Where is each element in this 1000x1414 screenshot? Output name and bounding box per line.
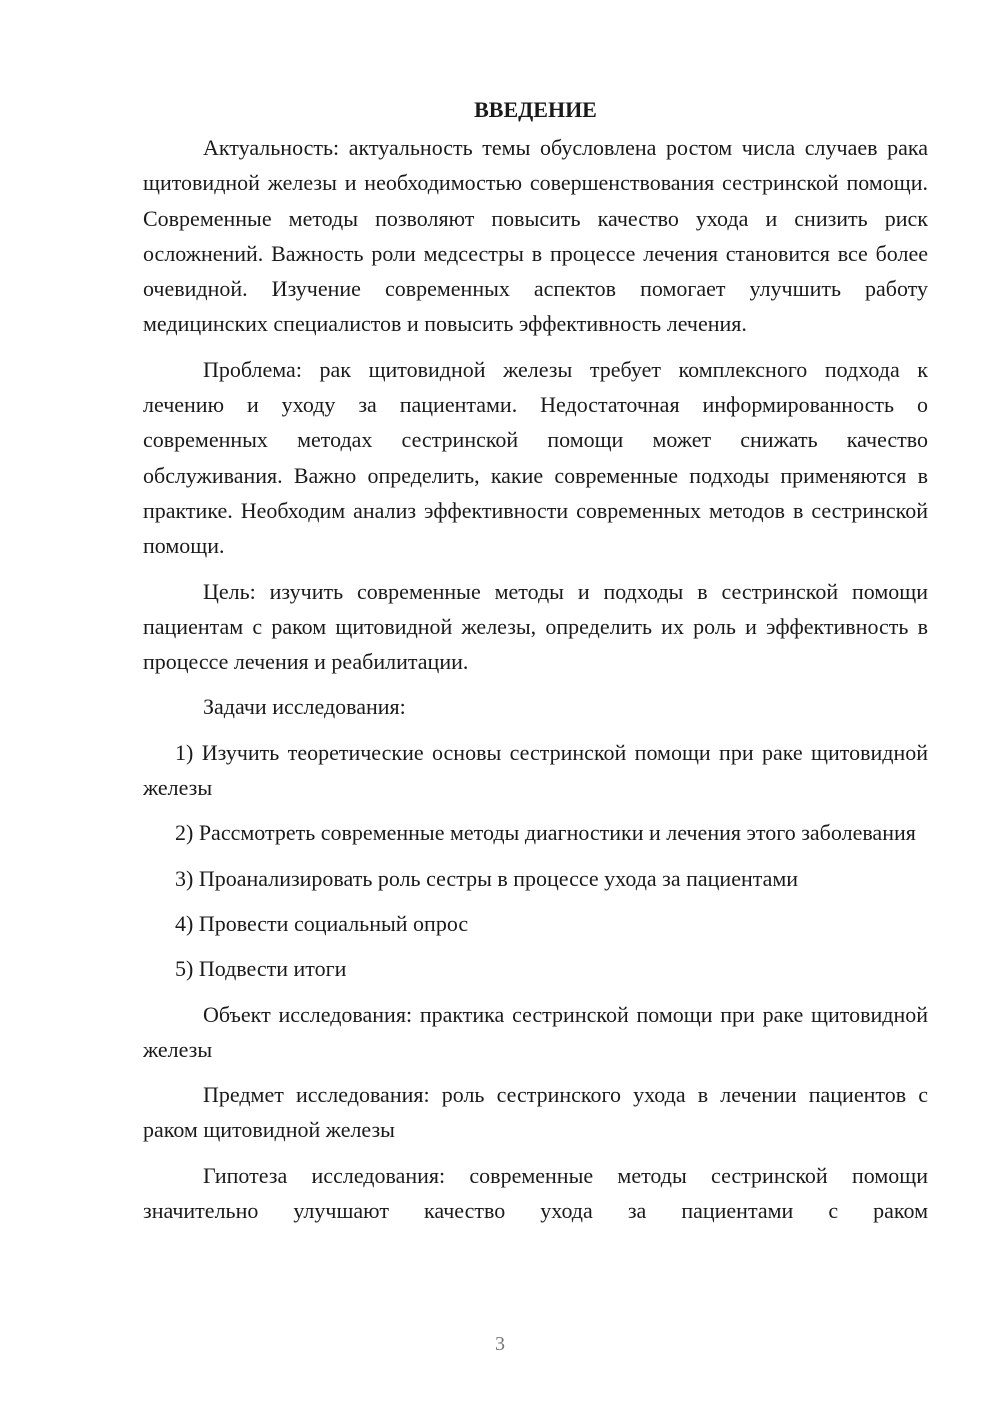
tasks-label: Задачи исследования:: [203, 694, 406, 720]
relevance-paragraph: Актуальность: актуальность темы обусловлена ростом числа случаев рака щитовидной железы и необходимостью совершенствования сестринской помощи. Современные методы позволяют повысить качество ухода и снизить риск осложнений. Важность роли медсестры в процессе лечения становится все более очевидной. Изучение современных аспектов помогает улучшить работу медицинских специалистов и повысить эффективность лечения.: [143, 135, 928, 337]
task-item: 2) Рассмотреть современные методы диагностики и лечения этого заболевания: [175, 820, 916, 846]
section-title: ВВЕДЕНИЕ: [474, 97, 597, 122]
task-item: 1) Изучить теоретические основы сестринской помощи при раке щитовидной железы: [143, 739, 928, 801]
problem-paragraph: Проблема: рак щитовидной железы требует комплексного подхода к лечению и уходу за пациентами. Недостаточная информированность о современных методах сестринской помощи может снижать качество обслуживания. Важно определить, какие современные подходы применяются в практике. Необходим анализ эффективности современных методов в сестринской помощи.: [143, 356, 928, 559]
task-item: 5) Подвести итоги: [175, 956, 347, 982]
task-item: 4) Провести социальный опрос: [175, 910, 469, 936]
subject-paragraph: Предмет исследования: роль сестринского ухода в лечении пациентов с раком щитовидной железы: [143, 1082, 928, 1143]
tasks-list: [143, 735, 928, 987]
task-item: 3) Проанализировать роль сестры в процессе ухода за пациентами: [175, 865, 799, 891]
document-page: [143, 92, 928, 1238]
hypothesis-paragraph: Гипотеза исследования: современные методы сестринской помощи значительно улучшают качество ухода за пациентами с раком: [143, 1162, 928, 1224]
page-number: 3: [495, 1333, 505, 1355]
goal-paragraph: Цель: изучить современные методы и подходы в сестринской помощи пациентам с раком щитовидной железы, определить их роль и эффективность в процессе лечения и реабилитации.: [143, 578, 928, 675]
object-paragraph: Объект исследования: практика сестринской помощи при раке щитовидной железы: [143, 1001, 928, 1062]
